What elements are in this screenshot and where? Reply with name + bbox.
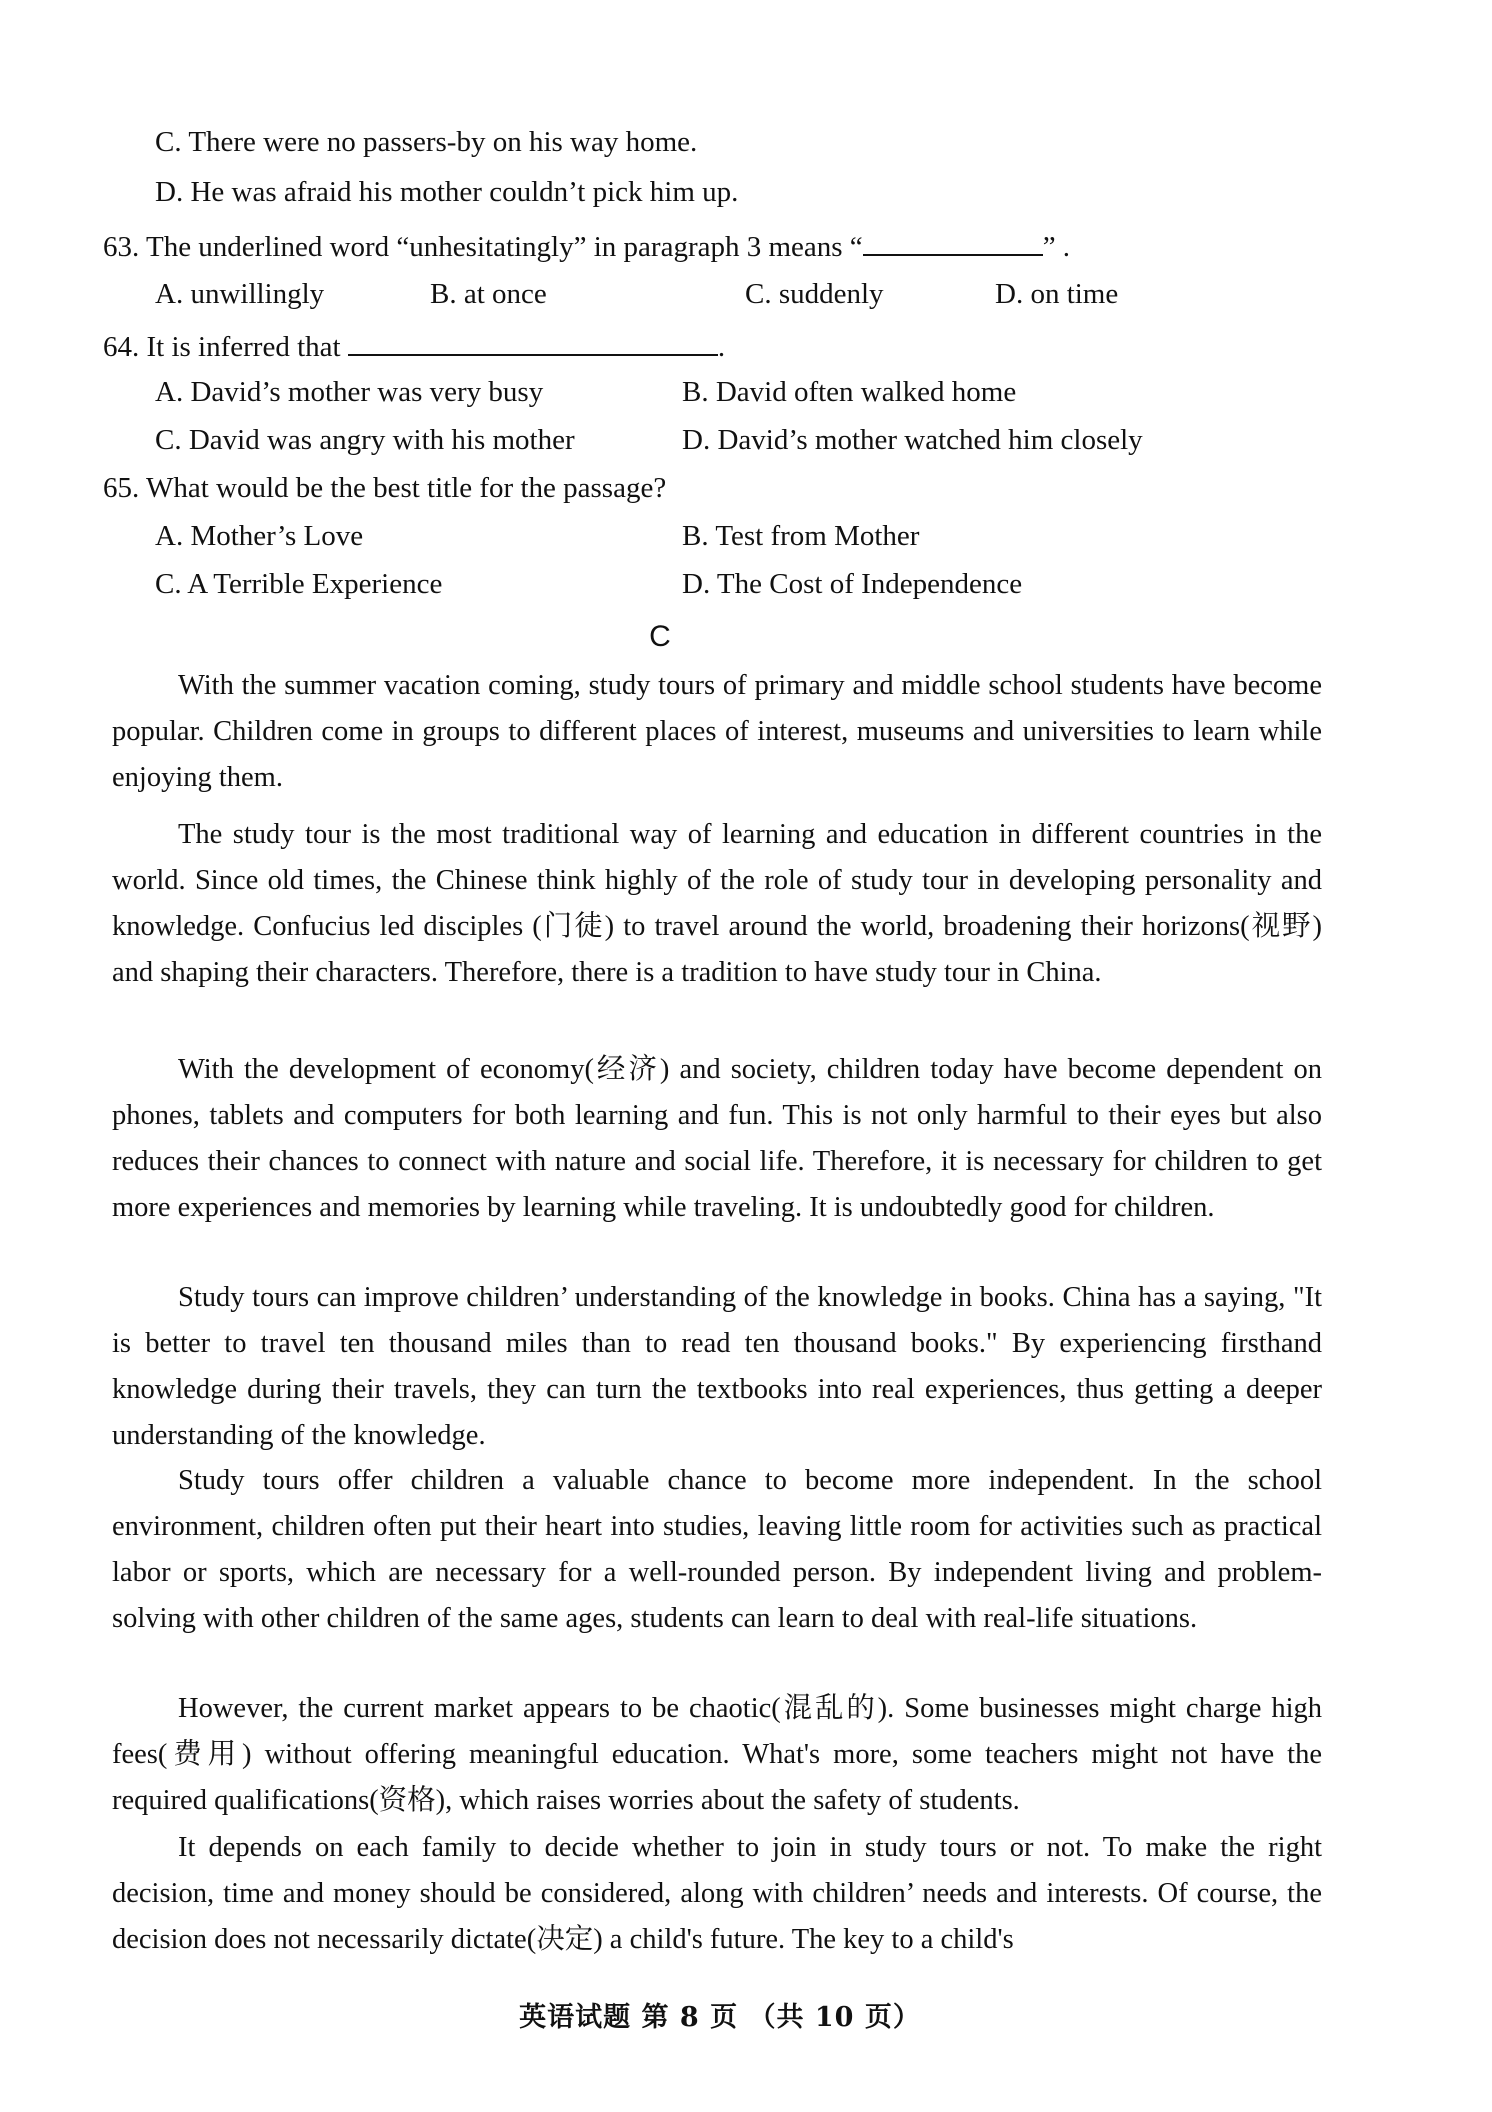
- q63-option-a: A. unwillingly: [155, 278, 325, 310]
- q63-stem-text: 63. The underlined word “unhesitatingly” in paragraph 3 means “: [103, 231, 863, 263]
- passage-paragraph-2: The study tour is the most traditional way of learning and education in different countries in the world. Since old times, the Chinese think highly of the role of study tour in developing personality and knowledge. Confucius led disciples (门徒) to travel around the world, broadening their horizons(视野) and shaping their characters. Therefore, there is a tradition to have study tour in China.: [112, 819, 1322, 988]
- passage-paragraph-5: Study tours offer children a valuable chance to become more independent. In the school environment, children often put their heart into studies, leaving little room for activities such as practical labor or sports, which are necessary for a well-rounded person. By independent living and problem-solving with other children of the same ages, students can learn to deal with real-life situations.: [112, 1465, 1322, 1634]
- passage-paragraph-1: With the summer vacation coming, study tours of primary and middle school students have become popular. Children come in groups to different places of interest, museums and universities to learn while enjoying them.: [112, 670, 1322, 793]
- q62-option-d: D. He was afraid his mother couldn’t pick him up.: [155, 176, 739, 208]
- q65-option-b: B. Test from Mother: [682, 520, 920, 552]
- q65-option-d: D. The Cost of Independence: [682, 568, 1023, 600]
- passage-paragraph-3: With the development of economy(经济) and society, children today have become dependent on phones, tablets and computers for both learning and fun. This is not only harmful to their eyes but also reduces their chances to connect with nature and social life. Therefore, it is necessary for children to get more experiences and memories by learning while traveling. It is undoubtedly good for children.: [112, 1054, 1322, 1223]
- q64-option-d: D. David’s mother watched him closely: [682, 424, 1143, 456]
- q64-option-a: A. David’s mother was very busy: [155, 376, 544, 408]
- q64-stem: [103, 330, 725, 362]
- passage-paragraph-7: It depends on each family to decide whether to join in study tours or not. To make the right decision, time and money should be considered, along with children’ needs and interests. Of course, the decision does not necessarily dictate(决定) a child's future. The key to a child's: [112, 1832, 1322, 1955]
- q63-option-d: D. on time: [995, 278, 1119, 310]
- q64-stem-text: 64. It is inferred that: [103, 331, 341, 363]
- q63-stem-end: ” .: [1042, 231, 1071, 263]
- q62-option-c: C. There were no passers-by on his way home.: [155, 126, 698, 158]
- q63-option-c: C. suddenly: [745, 278, 884, 310]
- q64-option-c: C. David was angry with his mother: [155, 424, 575, 456]
- page-footer: 英语试题 第 8 页 （共 10 页）: [519, 2002, 921, 2033]
- passage-paragraph-4: Study tours can improve children’ understanding of the knowledge in books. China has a saying, "It is better to travel ten thousand miles than to read ten thousand books." By experiencing firsthand knowledge during their travels, they can turn the textbooks into real experiences, thus getting a deeper understanding of the knowledge.: [112, 1282, 1322, 1451]
- q65-stem: 65. What would be the best title for the passage?: [103, 472, 667, 504]
- q63-stem: [103, 230, 1070, 262]
- q65-option-a: A. Mother’s Love: [155, 520, 364, 552]
- passage-paragraph-6: However, the current market appears to be chaotic(混乱的). Some businesses might charge high fees(费用) without offering meaningful education. What's more, some teachers might not have the required qualifications(资格), which raises worries about the safety of students.: [112, 1693, 1322, 1816]
- q63-option-b: B. at once: [430, 278, 547, 310]
- q65-option-c: C. A Terrible Experience: [155, 568, 443, 600]
- q63-blank: [863, 230, 1043, 256]
- q64-stem-end: .: [717, 331, 726, 363]
- q64-option-b: B. David often walked home: [682, 376, 1017, 408]
- q64-blank: [348, 330, 718, 356]
- section-heading: C: [649, 620, 671, 653]
